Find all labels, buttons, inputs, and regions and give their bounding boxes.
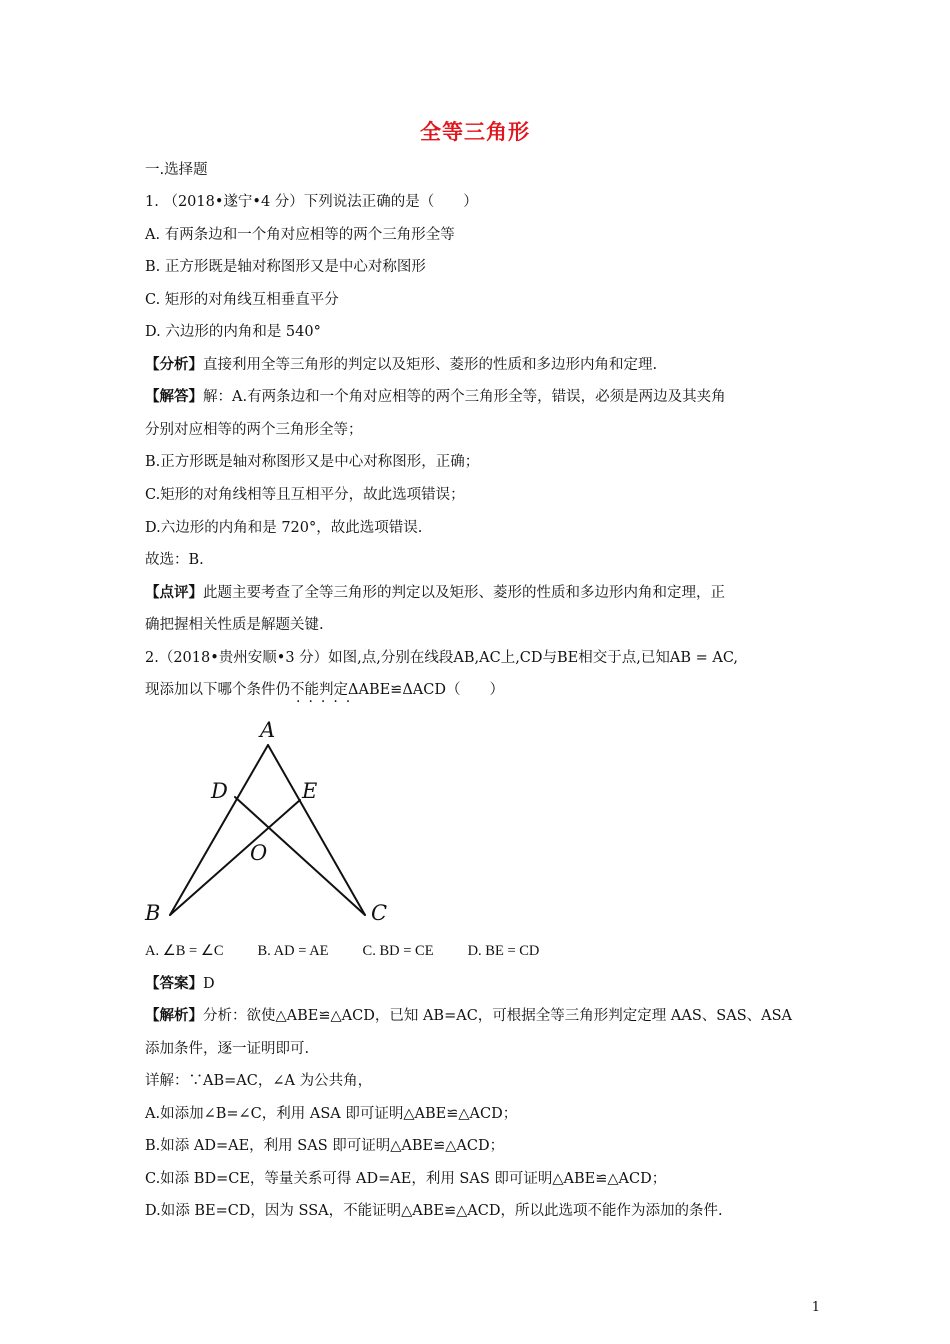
- segment-ab: [170, 745, 268, 915]
- section-heading: 一.选择题: [145, 162, 208, 178]
- q2-explain-text-1: 分析：欲使△ABE≌△ACD，已知 AB=AC，可根据全等三角形判定定理 AAS、SAS、ASA: [203, 1008, 793, 1024]
- q2-explain-line-1: [145, 1006, 792, 1026]
- q2-answer: [145, 974, 215, 994]
- q2-explain-line-5: B.如添 AD=AE，利用 SAS 即可证明△ABE≌△ACD；: [145, 1138, 505, 1154]
- q1-analysis: [145, 355, 657, 375]
- triangle-diagram: [140, 715, 410, 930]
- q1-comment-tag: 【点评】: [145, 584, 203, 601]
- q1-option-a: A. 有两条边和一个角对应相等的两个三角形全等: [145, 227, 455, 243]
- q1-answer-tag: 【解答】: [145, 388, 203, 405]
- label-c: C: [371, 901, 388, 925]
- page-number: 1: [811, 1300, 820, 1315]
- label-b: B: [145, 901, 161, 925]
- q1-comment-text-1: 此题主要考查了全等三角形的判定以及矩形、菱形的性质和多边形内角和定理，正: [203, 585, 725, 601]
- q1-answer-line-5: D.六边形的内角和是 720°，故此选项错误.: [145, 520, 423, 536]
- page-title: 全等三角形: [420, 120, 530, 144]
- q1-comment-line-2: 确把握相关性质是解题关键.: [145, 617, 324, 633]
- label-o: O: [250, 841, 268, 865]
- q1-option-d: D. 六边形的内角和是 540°: [145, 324, 321, 340]
- q1-analysis-text: 直接利用全等三角形的判定以及矩形、菱形的性质和多边形内角和定理.: [203, 357, 658, 373]
- q2-option-a: A. ∠B = ∠C: [145, 943, 224, 959]
- q2-answer-tag: 【答案】: [145, 975, 203, 992]
- segment-ac: [268, 745, 365, 915]
- q1-stem: 1. （2018•遂宁•4 分）下列说法正确的是（ ）: [145, 194, 478, 210]
- triangle-figure: [140, 715, 410, 934]
- q2-explain-line-7: D.如添 BE=CD，因为 SSA，不能证明△ABE≌△ACD，所以此选项不能作为添加的条件.: [145, 1203, 723, 1219]
- q2-explain-line-6: C.如添 BD=CE，等量关系可得 AD=AE，利用 SAS 即可证明△ABE≌△ACD；: [145, 1171, 667, 1187]
- q1-answer-line-1: [145, 387, 726, 407]
- label-d: D: [211, 779, 228, 803]
- q2-stem-line-1: 2.（2018•贵州安顺•3 分）如图,点,分别在线段AB,AC上,CD与BE相交于点,已知AB = AC,: [145, 650, 739, 666]
- segment-eb: [170, 800, 300, 915]
- q1-option-b: B. 正方形既是轴对称图形又是中心对称图形: [145, 259, 426, 275]
- q1-analysis-tag: 【分析】: [145, 356, 203, 373]
- q2-explain-line-4: A.如添加∠B=∠C，利用 ASA 即可证明△ABE≌△ACD；: [145, 1106, 518, 1122]
- q2-options: [145, 941, 539, 961]
- q1-answer-line-4: C.矩形的对角线相等且互相平分，故此选项错误；: [145, 487, 465, 503]
- label-e: E: [302, 779, 318, 803]
- q1-answer-line-2: 分别对应相等的两个三角形全等；: [145, 422, 363, 438]
- q1-answer-line-6: 故选：B.: [145, 552, 204, 568]
- q2-explain-tag: 【解析】: [145, 1007, 203, 1024]
- q2-answer-value: D: [203, 976, 215, 992]
- q2-stem-line-2: 现添加以下哪个条件仍不能判定ΔABE≌ΔACD（ ）: [145, 682, 504, 698]
- q2-option-d: D. BE = CD: [467, 943, 540, 959]
- q1-answer-text-1: 解：A.有两条边和一个角对应相等的两个三角形全等，错误，必须是两边及其夹角: [203, 389, 726, 405]
- label-a: A: [260, 718, 276, 742]
- q2-explain-line-3: 详解：∵AB=AC，∠A 为公共角，: [145, 1073, 373, 1089]
- q1-option-c: C. 矩形的对角线互相垂直平分: [145, 292, 339, 308]
- q1-answer-line-3: B.正方形既是轴对称图形又是中心对称图形，正确；: [145, 454, 480, 470]
- q2-option-b: B. AD = AE: [257, 943, 329, 959]
- q1-comment-line-1: [145, 583, 725, 603]
- emphasis-dots: ·····: [296, 694, 359, 710]
- q2-explain-line-2: 添加条件，逐一证明即可.: [145, 1041, 310, 1057]
- q2-option-c: C. BD = CE: [362, 943, 434, 959]
